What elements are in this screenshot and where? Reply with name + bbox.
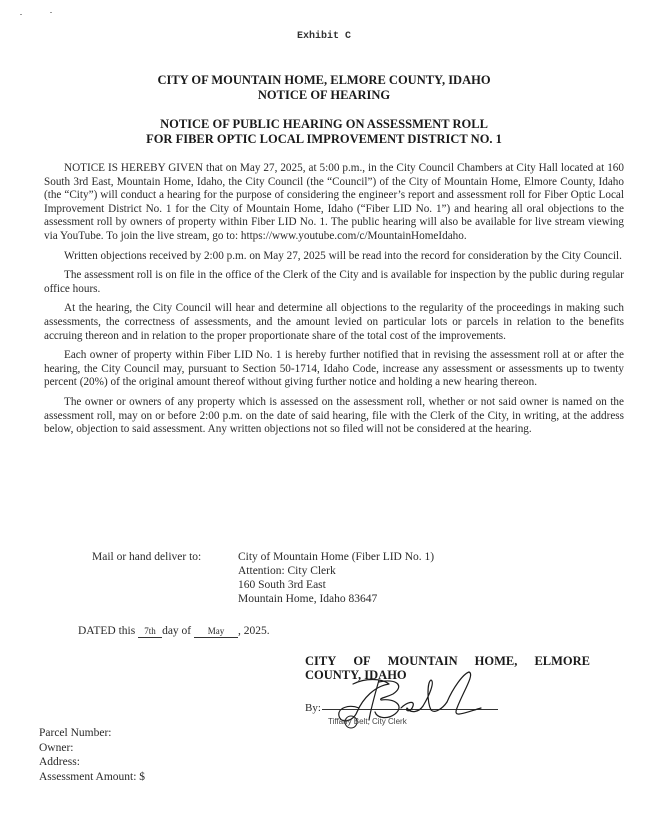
dated-day-field: 7th [138,626,162,638]
by-label: By: [305,702,321,714]
scan-speck [50,12,52,13]
entity-word: MOUNTAIN [387,654,458,668]
entity-word: ELMORE [534,654,590,668]
dated-month-field: May [194,626,238,638]
parcel-info [39,726,145,784]
entity-word: HOME, [474,654,518,668]
paragraph-owner-objections: The owner or owners of any property which is assessed on the assessment roll, whether or not said owner is named on the assessment roll, may on or before 2:00 p.m. on the date of said hearing, file with the Clerk of the City, in writing, at the address below, objection to said assessment. Any written objections not so filed will not be considered at the hearing. [44,395,624,436]
paragraph-written-objections: Written objections received by 2:00 p.m. on May 27, 2025 will be read into the record for consideration by the City Council. [64,249,622,262]
owner-label: Owner: [39,741,74,754]
notice-title-line-1: NOTICE OF PUBLIC HEARING ON ASSESSMENT ROLL [160,117,488,131]
parcel-number-label: Parcel Number: [39,727,112,739]
header-line-2: NOTICE OF HEARING [257,88,391,102]
entity-word: CITY [305,654,337,668]
mail-label: Mail or hand deliver to: [92,551,202,563]
paragraph-assessment-increase: Each owner of property within Fiber LID No. 1 is hereby further notified that in revising the assessment roll at or after the hearing, the City Council may, pursuant to Section 50-1714, Idaho Code, increase any assessment or assessments up to twenty percent (20%) of the original amount thereof without giving further notice and holding a new hearing thereon. [44,349,624,389]
dated-middle: day of [162,625,192,637]
address-line: Attention: City Clerk [238,565,336,577]
dated-line [78,625,270,638]
address-line: 160 South 3rd East [238,579,326,591]
mailing-address [238,550,434,606]
assessment-amount-label: Assessment Amount: $ [39,770,146,783]
scan-speck [20,14,22,15]
address-label: Address: [39,756,80,768]
dated-prefix: DATED this [78,625,136,637]
address-line: Mountain Home, Idaho 83647 [238,593,378,605]
header-line-1: CITY OF MOUNTAIN HOME, ELMORE COUNTY, IDAHO [157,73,491,87]
entity-line-2: COUNTY, IDAHO [305,668,407,682]
paragraph-roll-on-file: The assessment roll is on file in the office of the Clerk of the City and is available for inspection by the public during regular office hours. [44,269,624,295]
entity-word: OF [353,654,371,668]
entity-line-1 [305,654,590,668]
notice-title [0,117,648,147]
notice-title-line-2: FOR FIBER OPTIC LOCAL IMPROVEMENT DISTRICT NO. 1 [146,132,502,146]
paragraph-hearing-determination: At the hearing, the City Council will hear and determine all objections to the regularity of the proceedings in making such assessments, the correctness of assessments, and the amount levied on particular lots or parcels in relation to the benefits accruing thereon and in relation to the proper proportionate share of the total cost of the improvements. [44,302,624,342]
address-line: City of Mountain Home (Fiber LID No. 1) [238,551,435,563]
exhibit-label: Exhibit C [296,31,351,42]
document-header [0,73,648,103]
signer-name: Tiffany Belt, City Clerk [328,717,407,726]
paragraph-hearing-notice: NOTICE IS HEREBY GIVEN that on May 27, 2025, at 5:00 p.m., in the City Council Chambers at City Hall located at 160 South 3rd East, Mountain Home, Idaho, the City Council (the “Council”) of the City of Mountain Home, Elmore County, Idaho (the “City”) will conduct a hearing for the purpose of considering the engineer’s report and assessment roll for Fiber Optic Local Improvement District No. 1 for the City of Mountain Home, Idaho (“Fiber LID No. 1”) and hearing all oral objections to the assessment roll by owners of property within Fiber LID No. 1. The public hearing will also be available for live stream viewing via YouTube. To join the live stream, go to: https://www.youtube.com/c/MountainHomeIdaho. [44,162,624,242]
dated-year: , 2025. [238,625,270,637]
notice-body [44,162,624,441]
